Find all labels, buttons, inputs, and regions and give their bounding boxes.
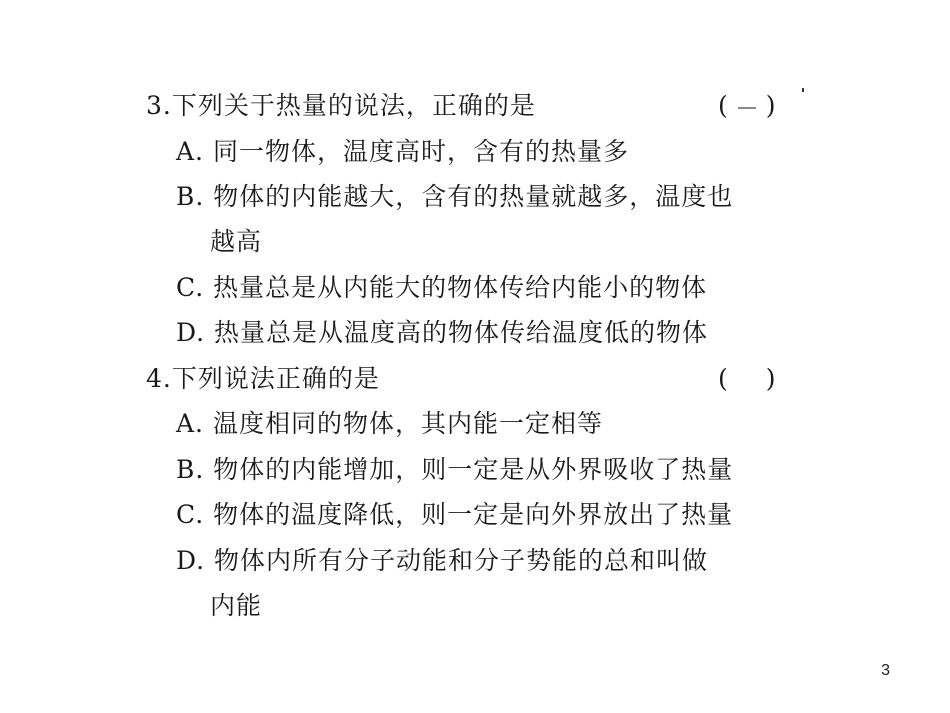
question-3-option-c: C. 热量总是从内能大的物体传给内能小的物体	[176, 273, 708, 302]
question-3-answer-bracket[interactable]	[718, 90, 776, 122]
question-4-option-b: B. 物体的内能增加，则一定是从外界吸收了热量	[176, 455, 734, 484]
question-4-option-c: C. 物体的温度降低，则一定是向外界放出了热量	[176, 500, 734, 529]
bracket-open: (	[718, 364, 728, 393]
bracket-open: (	[718, 91, 728, 120]
bracket-close: )	[765, 91, 776, 120]
question-3-option-b-line2: 越高	[210, 227, 263, 256]
question-4-stem: 4.下列说法正确的是	[146, 364, 380, 393]
question-4-option-d-line1: D. 物体内所有分子动能和分子势能的总和叫做	[176, 546, 709, 575]
question-3-stem: 3.下列关于热量的说法，正确的是	[146, 91, 536, 120]
corner-tick-mark	[802, 88, 804, 92]
question-3-option-b-line1: B. 物体的内能越大，含有的热量就越多，温度也	[176, 182, 734, 211]
question-4-option-d-line2: 内能	[210, 591, 263, 620]
question-3-option-d: D. 热量总是从温度高的物体传给温度低的物体	[176, 318, 709, 347]
question-4-answer-bracket[interactable]	[718, 363, 776, 395]
question-4-option-a: A. 温度相同的物体，其内能一定相等	[176, 409, 603, 438]
bracket-close: )	[765, 364, 776, 393]
answer-blank-mark	[738, 107, 756, 109]
question-3-option-a: A. 同一物体，温度高时，含有的热量多	[176, 137, 629, 166]
page-number: 3	[881, 662, 890, 679]
